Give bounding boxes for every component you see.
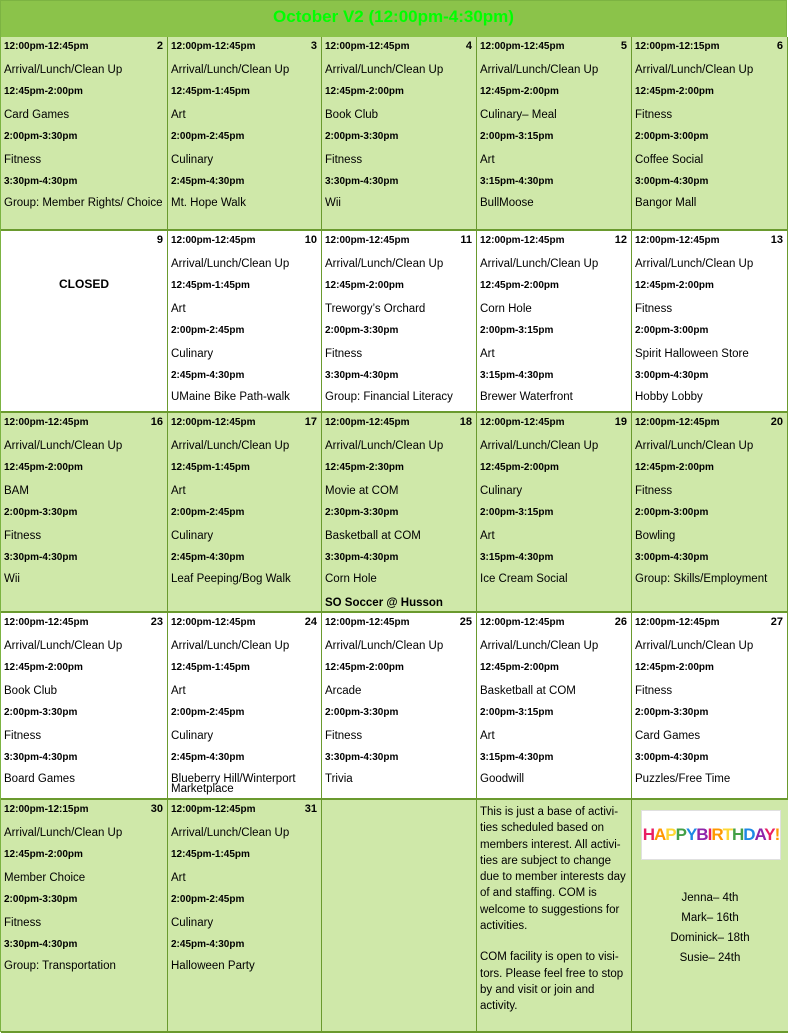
time-slot: 2:00pm-3:30pm — [325, 325, 399, 336]
day-cell — [632, 37, 788, 231]
time-slot: 2:00pm-3:30pm — [4, 131, 78, 142]
time-slot: 12:45pm-2:00pm — [480, 462, 559, 473]
activity: Bangor Mall — [635, 196, 697, 209]
time-slot: 12:45pm-2:00pm — [480, 280, 559, 291]
activity: Card Games — [4, 108, 70, 121]
day-number: 16 — [150, 416, 163, 428]
time-slot: 12:45pm-2:00pm — [4, 662, 83, 673]
activity: UMaine Bike Path-walk — [171, 390, 290, 403]
day-cell — [1, 800, 168, 1033]
time-slot: 3:15pm-4:30pm — [480, 370, 554, 381]
activity: Culinary — [171, 916, 214, 929]
time-slot: 2:45pm-4:30pm — [171, 370, 245, 381]
activity: Hobby Lobby — [635, 390, 703, 403]
time-slot: 3:30pm-4:30pm — [325, 552, 399, 563]
time-slot: 12:00pm-12:45pm — [4, 617, 89, 628]
activity: Arrival/Lunch/Clean Up — [325, 63, 444, 76]
time-slot: 3:30pm-4:30pm — [4, 939, 78, 950]
time-slot: 2:00pm-3:00pm — [635, 325, 709, 336]
activity: Ice Cream Social — [480, 572, 568, 585]
day-cell — [168, 231, 322, 413]
activity: Arrival/Lunch/Clean Up — [325, 257, 444, 270]
activity: Card Games — [635, 729, 701, 742]
day-number: 9 — [156, 234, 163, 246]
time-slot: 12:00pm-12:15pm — [4, 804, 89, 815]
time-slot: 12:45pm-1:45pm — [171, 280, 250, 291]
activity: Art — [171, 302, 186, 315]
time-slot: 12:45pm-2:00pm — [4, 86, 83, 97]
activity: Arrival/Lunch/Clean Up — [480, 63, 599, 76]
time-slot: 3:15pm-4:30pm — [480, 552, 554, 563]
day-cell — [477, 37, 632, 231]
day-number: 13 — [770, 234, 783, 246]
time-slot: 3:30pm-4:30pm — [325, 176, 399, 187]
activity: Arrival/Lunch/Clean Up — [171, 639, 290, 652]
activity: Arcade — [325, 684, 362, 697]
time-slot: 12:45pm-1:45pm — [171, 849, 250, 860]
day-number: 25 — [459, 616, 472, 628]
activity: Arrival/Lunch/Clean Up — [635, 257, 754, 270]
day-cell — [1, 613, 168, 800]
activity: Group: Member Rights/ Choice — [4, 196, 163, 209]
activity: Art — [480, 729, 495, 742]
time-slot: 3:30pm-4:30pm — [325, 370, 399, 381]
time-slot: 12:00pm-12:45pm — [171, 617, 256, 628]
time-slot: 12:45pm-2:30pm — [325, 462, 404, 473]
time-slot: 12:45pm-2:00pm — [480, 86, 559, 97]
day-number: 11 — [460, 234, 472, 246]
time-slot: 12:45pm-2:00pm — [4, 462, 83, 473]
activity: Art — [171, 684, 186, 697]
time-slot: 12:00pm-12:45pm — [325, 41, 410, 52]
activity: Fitness — [635, 302, 673, 315]
time-slot: 12:00pm-12:45pm — [480, 617, 565, 628]
time-slot: 12:00pm-12:45pm — [4, 41, 89, 52]
day-number: 12 — [614, 234, 627, 246]
birthday-entry: Mark– 16th — [681, 912, 739, 924]
activity: Arrival/Lunch/Clean Up — [635, 63, 754, 76]
day-number: 17 — [304, 416, 317, 428]
activity: Brewer Waterfront — [480, 390, 573, 403]
activity: Puzzles/Free Time — [635, 772, 731, 785]
day-cell — [168, 613, 322, 800]
time-slot: 2:00pm-3:15pm — [480, 325, 554, 336]
activity: Fitness — [4, 729, 42, 742]
activity: Fitness — [325, 347, 363, 360]
time-slot: 12:00pm-12:45pm — [325, 417, 410, 428]
time-slot: 12:00pm-12:45pm — [635, 417, 720, 428]
time-slot: 3:15pm-4:30pm — [480, 176, 554, 187]
activity: Trivia — [325, 772, 353, 785]
time-slot: 2:00pm-3:15pm — [480, 507, 554, 518]
time-slot: 12:00pm-12:45pm — [480, 41, 565, 52]
activity: Arrival/Lunch/Clean Up — [635, 639, 754, 652]
time-slot: 12:45pm-1:45pm — [171, 662, 250, 673]
activity: Fitness — [635, 108, 673, 121]
activity: Fitness — [325, 729, 363, 742]
happy-birthday-banner — [641, 810, 781, 860]
birthday-entry: Dominick– 18th — [670, 932, 750, 944]
activity: Arrival/Lunch/Clean Up — [171, 439, 290, 452]
time-slot: 2:00pm-3:15pm — [480, 707, 554, 718]
activity: Arrival/Lunch/Clean Up — [480, 639, 599, 652]
activity: Fitness — [635, 484, 673, 497]
time-slot: 2:45pm-4:30pm — [171, 552, 245, 563]
activity: Treworgy’s Orchard — [325, 302, 426, 315]
time-slot: 12:45pm-2:00pm — [635, 662, 714, 673]
day-number: 31 — [304, 803, 317, 815]
time-slot: 12:00pm-12:45pm — [480, 235, 565, 246]
time-slot: 12:45pm-1:45pm — [171, 86, 250, 97]
activity: Spirit Halloween Store — [635, 347, 749, 360]
time-slot: 12:45pm-2:00pm — [635, 280, 714, 291]
day-cell — [322, 613, 477, 800]
time-slot: 3:00pm-4:30pm — [635, 552, 709, 563]
activity: Group: Transportation — [4, 959, 116, 972]
day-cell — [632, 613, 788, 800]
day-cell — [322, 231, 477, 413]
activity: Arrival/Lunch/Clean Up — [480, 257, 599, 270]
activity: Arrival/Lunch/Clean Up — [171, 826, 290, 839]
time-slot: 2:00pm-3:00pm — [635, 507, 709, 518]
activity: Arrival/Lunch/Clean Up — [4, 639, 123, 652]
time-slot: 12:45pm-2:00pm — [4, 849, 83, 860]
birthday-entry: Jenna– 4th — [681, 892, 739, 904]
time-slot: 12:45pm-2:00pm — [635, 86, 714, 97]
day-number: 19 — [614, 416, 627, 428]
activity: Wii — [4, 572, 20, 585]
day-number: 26 — [614, 616, 627, 628]
activity: Blueberry Hill/Winterport Marketplace — [171, 772, 296, 795]
activity: Group: Skills/Employment — [635, 572, 768, 585]
time-slot: 2:00pm-2:45pm — [171, 507, 245, 518]
birthday-entry: Susie– 24th — [679, 952, 741, 964]
time-slot: 12:00pm-12:45pm — [325, 235, 410, 246]
time-slot: 12:45pm-2:00pm — [480, 662, 559, 673]
activity: Fitness — [4, 529, 42, 542]
time-slot: 12:00pm-12:15pm — [635, 41, 720, 52]
activity: Arrival/Lunch/Clean Up — [171, 63, 290, 76]
activity: Arrival/Lunch/Clean Up — [171, 257, 290, 270]
time-slot: 2:00pm-2:45pm — [171, 131, 245, 142]
activity: Wii — [325, 196, 341, 209]
day-cell — [477, 413, 632, 613]
time-slot: 2:00pm-2:45pm — [171, 707, 245, 718]
day-cell — [322, 413, 477, 613]
day-number: 23 — [150, 616, 163, 628]
activity: Arrival/Lunch/Clean Up — [325, 439, 444, 452]
activity: Mt. Hope Walk — [171, 196, 246, 209]
time-slot: 12:00pm-12:45pm — [480, 417, 565, 428]
time-slot: 3:15pm-4:30pm — [480, 752, 554, 763]
day-number: 27 — [770, 616, 783, 628]
activity: Corn Hole — [325, 572, 377, 585]
time-slot: 12:45pm-2:00pm — [325, 280, 404, 291]
day-number: 3 — [310, 40, 317, 52]
day-cell — [477, 613, 632, 800]
activity: Arrival/Lunch/Clean Up — [4, 439, 123, 452]
activity: BullMoose — [480, 196, 534, 209]
time-slot: 12:00pm-12:45pm — [635, 235, 720, 246]
day-cell — [1, 37, 168, 231]
time-slot: 12:45pm-2:00pm — [325, 662, 404, 673]
time-slot: 3:30pm-4:30pm — [4, 176, 78, 187]
time-slot: 12:00pm-12:45pm — [171, 417, 256, 428]
page-title: October V2 (12:00pm-4:30pm) — [1, 1, 786, 38]
time-slot: 3:00pm-4:30pm — [635, 370, 709, 381]
day-number: 10 — [304, 234, 317, 246]
time-slot: 3:30pm-4:30pm — [4, 752, 78, 763]
activity: Basketball at COM — [325, 529, 421, 542]
day-cell — [1, 413, 168, 613]
day-cell — [632, 413, 788, 613]
day-number: 24 — [304, 616, 317, 628]
activity: Art — [171, 871, 186, 884]
time-slot: 2:00pm-3:30pm — [4, 707, 78, 718]
activity: Art — [480, 347, 495, 360]
time-slot: 2:00pm-3:30pm — [325, 131, 399, 142]
time-slot: 2:00pm-3:30pm — [4, 507, 78, 518]
time-slot: 2:00pm-3:00pm — [635, 131, 709, 142]
activity: Arrival/Lunch/Clean Up — [325, 639, 444, 652]
day-cell — [322, 37, 477, 231]
day-cell — [168, 800, 322, 1033]
time-slot: 3:30pm-4:30pm — [325, 752, 399, 763]
time-slot: 12:45pm-1:45pm — [171, 462, 250, 473]
day-number: 4 — [465, 40, 472, 52]
activity: Fitness — [4, 916, 42, 929]
activity: Leaf Peeping/Bog Walk — [171, 572, 291, 585]
note-paragraph: This is just a base of activi-ties scheduled based on members interest. All activi-ties are subject to change due to member interests day of and staffing. COM is welcome to suggestions for activities. — [480, 806, 626, 933]
activity: Coffee Social — [635, 153, 704, 166]
notes-text — [480, 804, 628, 1030]
time-slot: 2:00pm-2:45pm — [171, 894, 245, 905]
day-number: 5 — [620, 40, 627, 52]
activity: Culinary — [171, 153, 214, 166]
time-slot: 12:00pm-12:45pm — [171, 804, 256, 815]
activity: Book Club — [4, 684, 58, 697]
time-slot: 2:00pm-3:30pm — [4, 894, 78, 905]
activity: Arrival/Lunch/Clean Up — [4, 63, 123, 76]
time-slot: 2:45pm-4:30pm — [171, 939, 245, 950]
activity: Art — [171, 108, 186, 121]
activity: Culinary — [171, 729, 214, 742]
day-number: 18 — [459, 416, 472, 428]
activity: BAM — [4, 484, 29, 497]
activity: Book Club — [325, 108, 379, 121]
time-slot: 3:00pm-4:30pm — [635, 176, 709, 187]
activity: Corn Hole — [480, 302, 532, 315]
activity: Culinary — [480, 484, 523, 497]
activity: Movie at COM — [325, 484, 399, 497]
day-cell — [322, 800, 477, 1033]
closed-label: CLOSED — [58, 277, 109, 291]
time-slot: 12:00pm-12:45pm — [325, 617, 410, 628]
activity: Culinary– Meal — [480, 108, 557, 121]
banner-text: HAPPYBIRTHDAY! — [642, 825, 780, 844]
time-slot: 3:00pm-4:30pm — [635, 752, 709, 763]
activity: Basketball at COM — [480, 684, 576, 697]
activity: Culinary — [171, 529, 214, 542]
day-cell — [632, 231, 788, 413]
time-slot: 3:30pm-4:30pm — [4, 552, 78, 563]
activity: Fitness — [635, 684, 673, 697]
day-number: 30 — [150, 803, 163, 815]
birthday-cell — [632, 800, 788, 1033]
activity: Board Games — [4, 772, 75, 785]
time-slot: 12:45pm-2:00pm — [325, 86, 404, 97]
time-slot: 2:00pm-3:15pm — [480, 131, 554, 142]
day-cell — [168, 413, 322, 613]
time-slot: 12:00pm-12:45pm — [635, 617, 720, 628]
activity: Halloween Party — [171, 959, 255, 972]
activity-extra: SO Soccer @ Husson — [325, 597, 443, 609]
activity: Arrival/Lunch/Clean Up — [4, 826, 123, 839]
birthday-list — [632, 888, 788, 968]
time-slot: 2:45pm-4:30pm — [171, 176, 245, 187]
day-cell — [1, 231, 168, 413]
time-slot: 12:00pm-12:45pm — [171, 235, 256, 246]
day-cell — [168, 37, 322, 231]
activity: Fitness — [325, 153, 363, 166]
notes-cell — [477, 800, 632, 1033]
time-slot: 2:00pm-3:30pm — [635, 707, 709, 718]
day-number: 20 — [770, 416, 783, 428]
time-slot: 12:00pm-12:45pm — [4, 417, 89, 428]
time-slot: 2:45pm-4:30pm — [171, 752, 245, 763]
activity: Art — [171, 484, 186, 497]
day-number: 6 — [776, 40, 783, 52]
activity: Member Choice — [4, 871, 86, 884]
activity: Culinary — [171, 347, 214, 360]
time-slot: 2:00pm-3:30pm — [325, 707, 399, 718]
activity: Arrival/Lunch/Clean Up — [635, 439, 754, 452]
time-slot: 12:45pm-2:00pm — [635, 462, 714, 473]
activity: Arrival/Lunch/Clean Up — [480, 439, 599, 452]
day-cell — [477, 231, 632, 413]
activity: Fitness — [4, 153, 42, 166]
time-slot: 12:00pm-12:45pm — [171, 41, 256, 52]
day-number: 2 — [156, 40, 163, 52]
activity: Bowling — [635, 529, 676, 542]
note-paragraph: COM facility is open to visi-tors. Please feel free to stop by and visit or join and activity. — [480, 951, 624, 1013]
time-slot: 2:00pm-2:45pm — [171, 325, 245, 336]
activity: Group: Financial Literacy — [325, 390, 453, 403]
time-slot: 2:30pm-3:30pm — [325, 507, 399, 518]
activity: Art — [480, 153, 495, 166]
activity: Art — [480, 529, 495, 542]
activity: Goodwill — [480, 772, 525, 785]
